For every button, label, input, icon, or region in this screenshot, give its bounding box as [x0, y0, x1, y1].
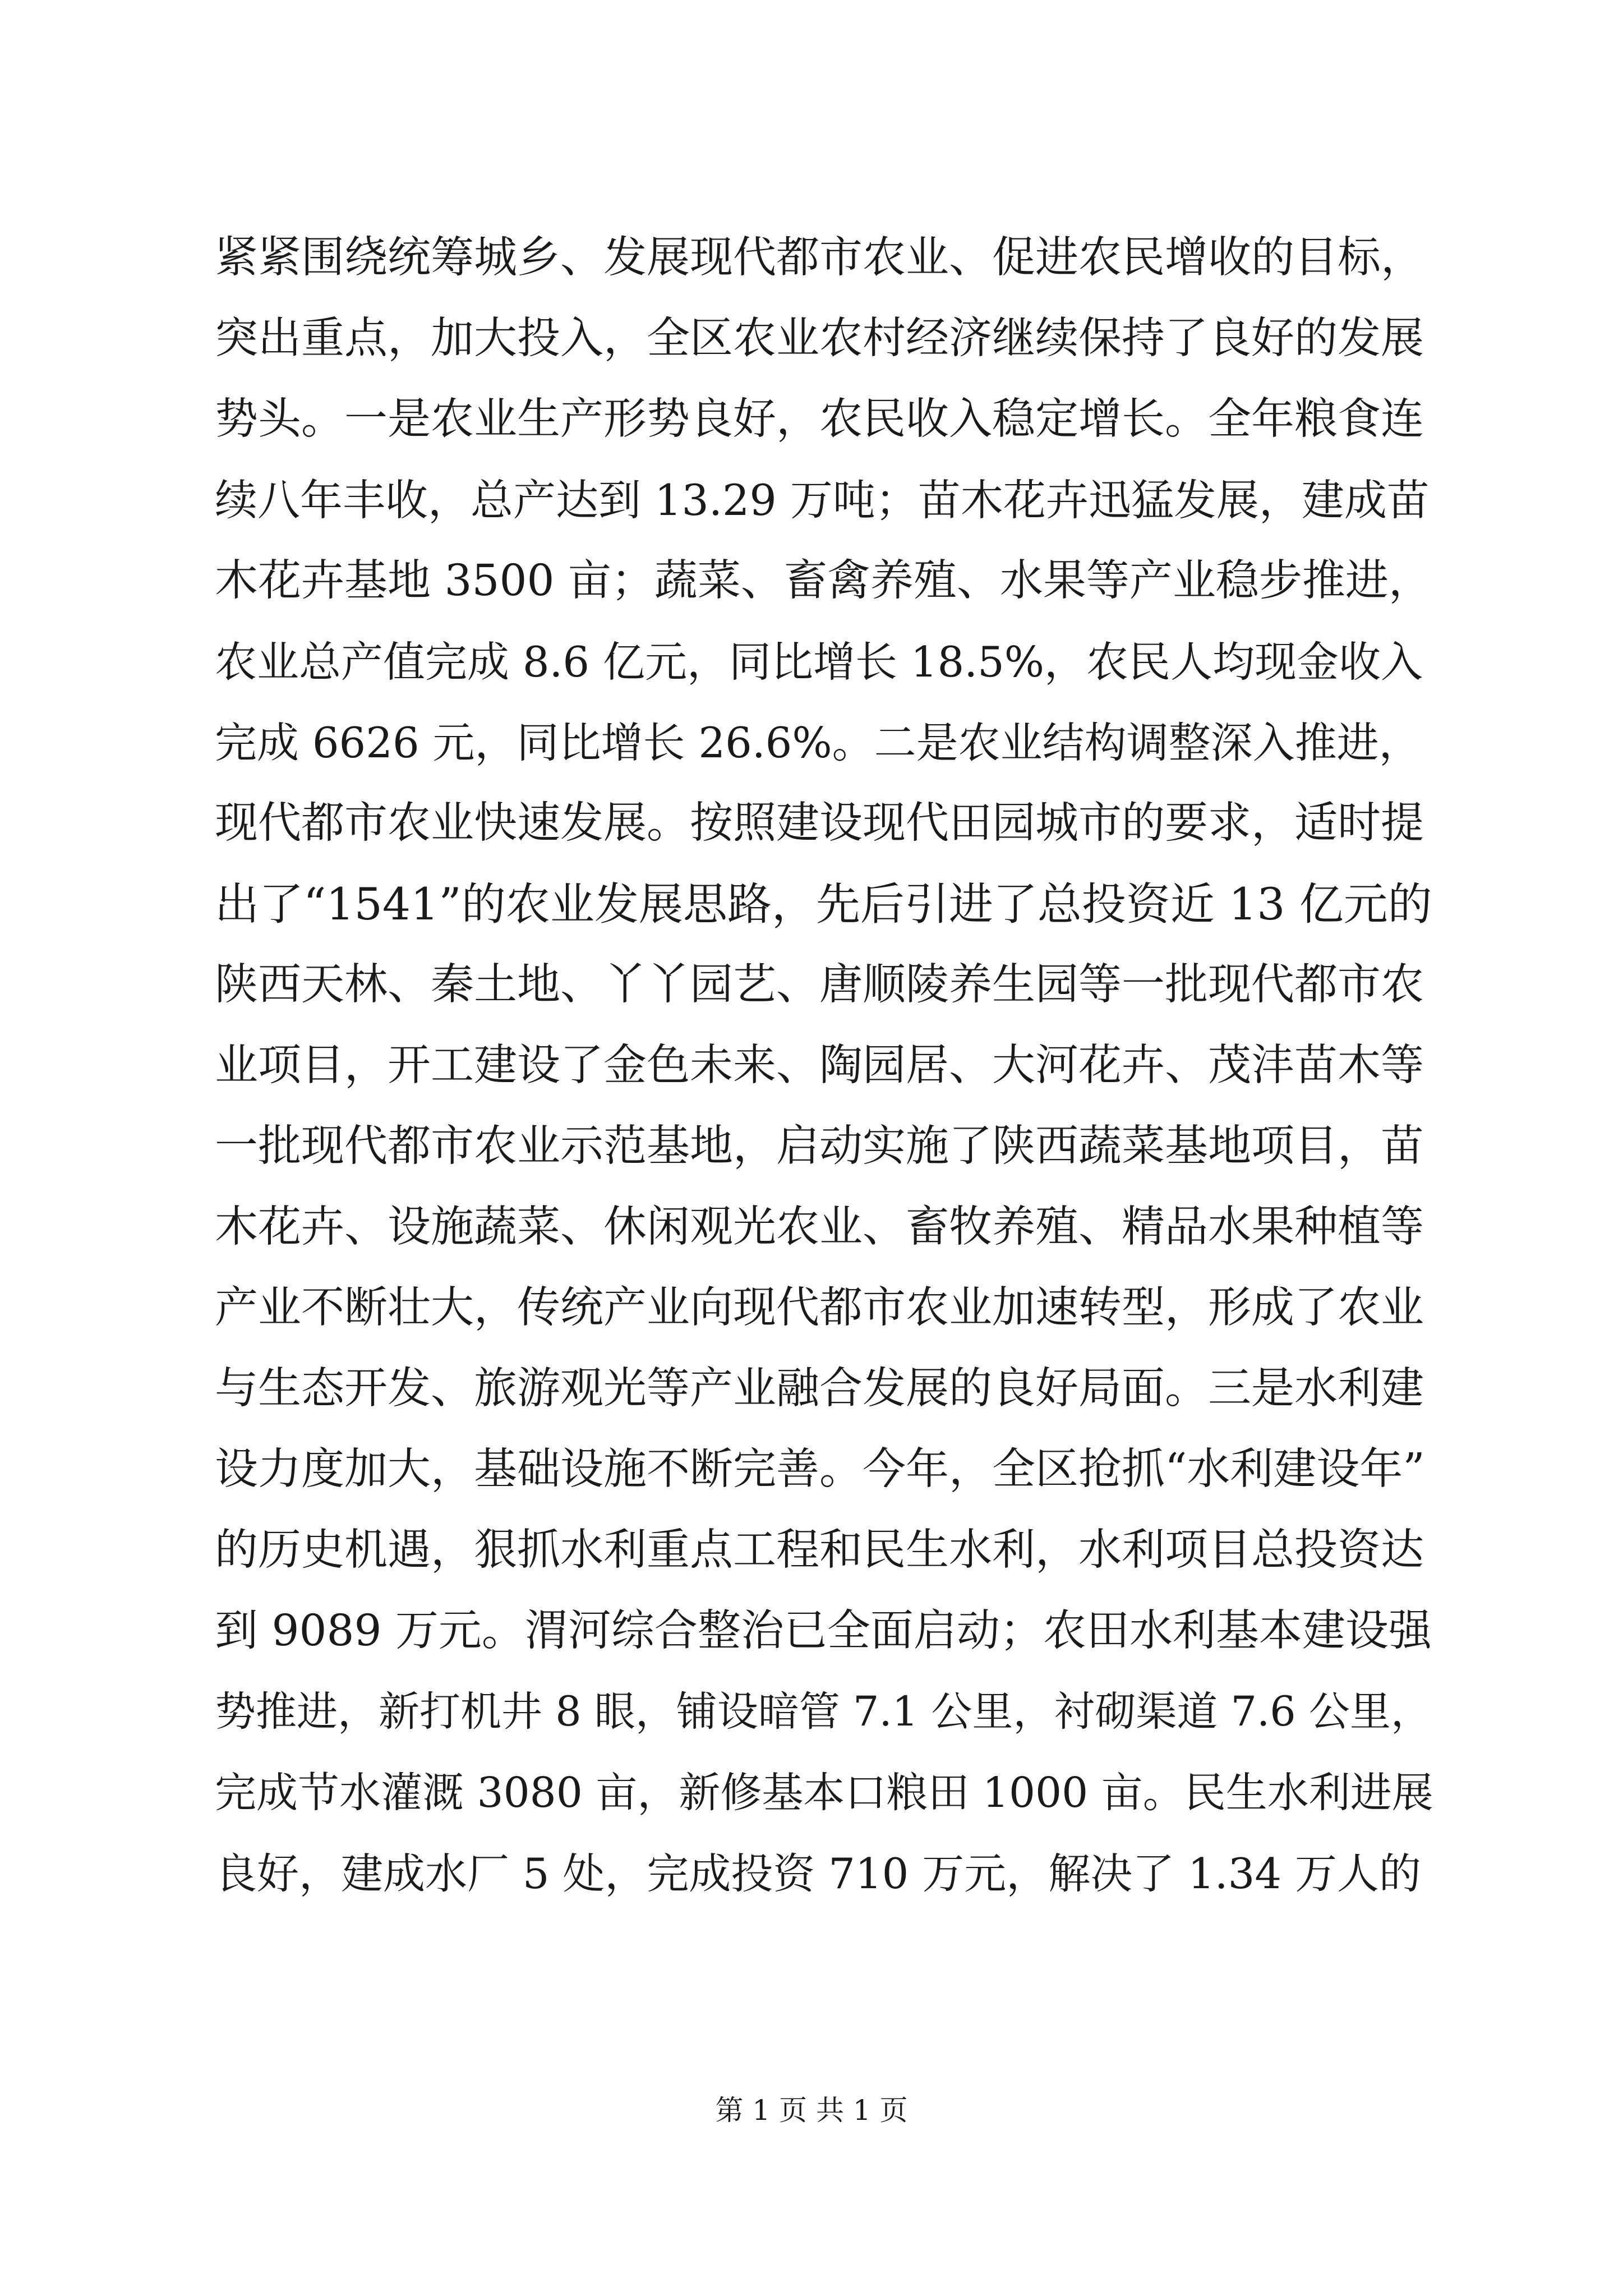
text-line: 势推进，新打机井 8 眼，铺设暗管 7.1 公里，衬砌渠道 7.6 公里， [215, 1688, 1432, 1736]
text-line: 产业不断壮大，传统产业向现代都市农业加速转型，形成了农业 [215, 1283, 1424, 1333]
text-line: 完成 6626 元，同比增长 26.6%。二是农业结构调整深入推进， [215, 718, 1421, 767]
text-line: 木花卉基地 3500 亩；蔬菜、畜禽养殖、水果等产业稳步推进， [215, 556, 1432, 606]
text-line: 一批现代都市农业示范基地，启动实施了陕西蔬菜基地项目，苗 [215, 1121, 1424, 1171]
text-line: 的历史机遇，狠抓水利重点工程和民生水利，水利项目总投资达 [215, 1525, 1424, 1575]
text-line: 到 9089 万元。渭河综合整治已全面启动；农田水利基本建设强 [215, 1606, 1432, 1656]
text-line: 突出重点，加大投入，全区农业农村经济继续保持了良好的发展 [215, 314, 1424, 364]
text-line: 紧紧围绕统筹城乡、发展现代都市农业、促进农民增收的目标， [215, 233, 1424, 283]
text-line: 木花卉、设施蔬菜、休闲观光农业、畜牧养殖、精品水果种植等 [215, 1202, 1424, 1252]
text-line: 业项目，开工建设了金色未来、陶园居、大河花卉、茂沣苗木等 [215, 1041, 1424, 1091]
text-line: 良好，建成水厂 5 处，完成投资 710 万元，解决了 1.34 万人的 [215, 1849, 1421, 1898]
text-line: 续八年丰收，总产达到 13.29 万吨；苗木花卉迅猛发展，建成苗 [215, 475, 1430, 525]
text-line: 陕西天林、秦土地、丫丫园艺、唐顺陵养生园等一批现代都市农 [215, 960, 1424, 1010]
text-line: 出了“1541”的农业发展思路，先后引进了总投资近 13 亿元的 [215, 878, 1432, 930]
text-line: 与生态开发、旅游观光等产业融合发展的良好局面。三是水利建 [215, 1364, 1424, 1414]
text-line: 现代都市农业快速发展。按照建设现代田园城市的要求，适时提 [215, 798, 1424, 848]
text-line: 设力度加大，基础设施不断完善。今年，全区抢抓“水利建设年” [215, 1444, 1425, 1494]
text-line: 完成节水灌溉 3080 亩，新修基本口粮田 1000 亩。民生水利进展 [215, 1769, 1433, 1817]
page-footer: 第 1 页 共 1 页 [715, 2094, 908, 2127]
body-text [215, 218, 1435, 1914]
text-line: 势头。一是农业生产形势良好，农民收入稳定增长。全年粮食连 [215, 394, 1424, 444]
text-line: 农业总产值完成 8.6 亿元，同比增长 18.5%，农民人均现金收入 [215, 637, 1423, 687]
